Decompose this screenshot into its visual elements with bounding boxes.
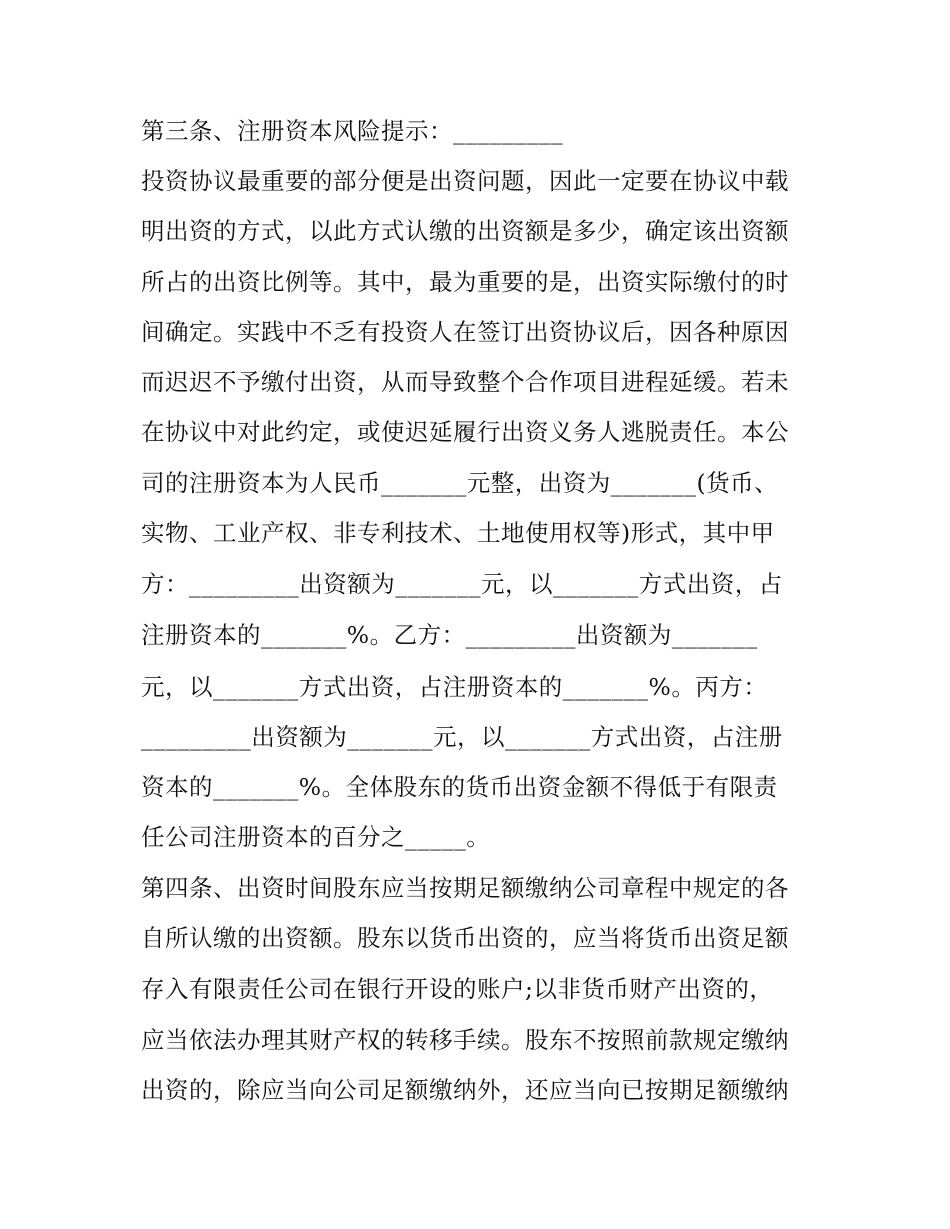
text-line: 实物、工业产权、非专利技术、土地使用权等)形式，其中甲 <box>141 519 775 547</box>
text-line: 任公司注册资本的百分之_____。 <box>141 823 491 851</box>
text-line: _________出资额为_______元，以_______方式出资，占注册 <box>141 723 783 751</box>
text-line: 所占的出资比例等。其中，最为重要的是，出资实际缴付的时 <box>141 268 789 296</box>
text-line: 在协议中对此约定，或使迟延履行出资义务人逃脱责任。本公 <box>141 418 789 446</box>
text-line: 司的注册资本为人民币_______元整，出资为_______(货币、 <box>141 469 779 497</box>
text-line: 而迟迟不予缴付出资，从而导致整个合作项目进程延缓。若未 <box>141 368 789 396</box>
text-line: 注册资本的_______%。乙方：_________出资额为_______ <box>141 621 758 649</box>
text-line: 应当依法办理其财产权的转移手续。股东不按照前款规定缴纳 <box>141 1026 789 1054</box>
text-line: 元，以_______方式出资，占注册资本的_______%。丙方： <box>141 673 768 701</box>
text-line: 存入有限责任公司在银行开设的账户;以非货币财产出资的， <box>141 975 774 1003</box>
text-line: 间确定。实践中不乏有投资人在签订出资协议后，因各种原因 <box>141 318 789 346</box>
text-line: 第四条、出资时间股东应当按期足额缴纳公司章程中规定的各 <box>141 874 789 902</box>
text-line: 资本的_______%。全体股东的货币出资金额不得低于有限责 <box>141 773 778 801</box>
text-line: 明出资的方式，以此方式认缴的出资额是多少，确定该出资额 <box>141 217 789 245</box>
text-line: 投资协议最重要的部分便是出资问题，因此一定要在协议中载 <box>141 167 789 195</box>
text-line: 方：_________出资额为_______元，以_______方式出资，占 <box>141 570 783 598</box>
text-line: 第三条、注册资本风险提示：_________ <box>141 117 564 145</box>
text-line: 出资的，除应当向公司足额缴纳外，还应当向已按期足额缴纳 <box>141 1076 789 1104</box>
text-line: 自所认缴的出资额。股东以货币出资的，应当将货币出资足额 <box>141 924 789 952</box>
